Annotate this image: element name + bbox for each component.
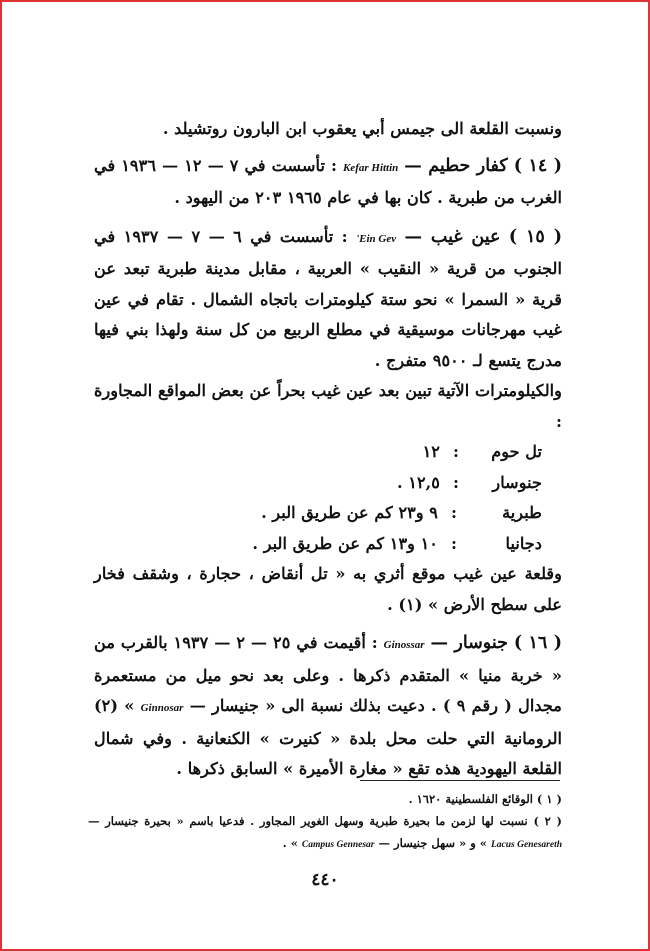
entry-15 bbox=[94, 222, 562, 377]
entry-16-text-b: » (٢) الرومانية التي حلت محل بلدة « كنيرت » الكنعانية . وفي شمال القلعة اليهودية هذه تقع « مغارة الأميرة » السابق ذكرها . bbox=[94, 696, 562, 778]
distances-intro bbox=[94, 376, 562, 437]
footnote-2 bbox=[88, 810, 562, 856]
footnote-2-text-b: » و « سهل جنيسار — bbox=[378, 836, 487, 850]
distance-sep: : bbox=[453, 442, 459, 461]
entry-16-text-a: : أقيمت في ٢٥ — ٢ — ١٩٣٧ بالقرب من « خربة منيا » المتقدم ذكرها . وعلى بعد نحو ميل من مستعمرة مجدال ( رقم ٩ ) . دعيت بذلك نسبة الى « جنيسار — bbox=[94, 633, 562, 715]
distance-place: تل حوم bbox=[491, 442, 542, 461]
distance-value: ١٠ و١٣ كم عن طريق البر . bbox=[252, 533, 438, 553]
footnote-1 bbox=[88, 788, 562, 810]
entry-14-latin: Kefar Hittin bbox=[342, 161, 399, 174]
entry-14-title: كفار حطيم — bbox=[404, 155, 508, 176]
entry-16 bbox=[94, 628, 562, 785]
entry-14-text: : تأسست في ٧ — ١٢ — ١٩٣٦ في الغرب من طبرية . كان بها في عام ١٩٦٥ ٢٠٣ من اليهود . bbox=[94, 155, 562, 207]
distances-list bbox=[94, 437, 562, 559]
distance-row bbox=[94, 437, 562, 468]
distance-place: طبرية bbox=[502, 503, 542, 522]
entry-14 bbox=[94, 151, 562, 214]
entry-15-latin: 'Ein Gev bbox=[356, 232, 397, 245]
distance-value: ١٢,٥ . bbox=[396, 472, 440, 492]
footnote-2-latin-1: Lacus Genesareth bbox=[491, 840, 562, 850]
distance-place: دجانيا bbox=[505, 533, 542, 553]
distances-intro-text: والكيلومترات الآتية تبين بعد عين غيب بحراً عن بعض المواقع المجاورة : bbox=[94, 381, 562, 431]
footnotes bbox=[88, 788, 562, 856]
intro-paragraph bbox=[94, 114, 562, 145]
footnote-2-text-c: » . bbox=[282, 836, 298, 850]
entry-14-number: ( ١٤ ) bbox=[513, 155, 563, 176]
entry-15-number: ( ١٥ ) bbox=[508, 226, 562, 247]
main-text bbox=[94, 114, 562, 785]
page-number: ٤٤٠ bbox=[311, 870, 339, 890]
distance-sep: : bbox=[451, 533, 457, 553]
entry-15-text: : تأسست في ٦ — ٧ — ١٩٣٧ في الجنوب من قرية « النقيب » العربية ، مقابل مدينة طبرية تبعد عن قرية « السمرا » نحو ستة كيلومترات باتجاه الشمال . تقام في عين غيب مهرجانات موسيقية في مطلع الربيع من كل سنة ولهذا بني فيها مدرج يتسع لـ ٩٥٠٠ متفرج . bbox=[94, 226, 562, 370]
distance-row bbox=[94, 498, 562, 529]
distance-row bbox=[94, 529, 562, 560]
footnote-2-latin-2: Campus Gennesar bbox=[301, 840, 375, 850]
intro-text: ونسبت القلعة الى جيمس أبي يعقوب ابن البارون روتشيلد . bbox=[162, 119, 562, 138]
distance-value: ٩ و٢٣ كم عن طريق البر . bbox=[261, 503, 438, 522]
distance-row bbox=[94, 468, 562, 499]
castle-paragraph bbox=[94, 559, 562, 620]
castle-text: وقلعة عين غيب موقع أثري به « تل أنقاض ، حجارة ، وشقف فخار على سطح الأرض » (١) . bbox=[94, 564, 562, 614]
footnote-1-text: ( ١ ) الوقائع الفلسطينية ١٦٢٠ . bbox=[408, 792, 562, 806]
entry-16-latin2: Ginnosar bbox=[140, 702, 184, 714]
entry-16-number: ( ١٦ ) bbox=[513, 633, 562, 653]
entry-15-title: عين غيب — bbox=[404, 226, 501, 247]
distance-sep: : bbox=[451, 503, 457, 522]
footnote-divider bbox=[360, 780, 560, 781]
entry-16-latin: Ginossar bbox=[383, 639, 425, 651]
distance-sep: : bbox=[453, 472, 459, 492]
entry-16-title: جنوسار — bbox=[430, 633, 508, 653]
footnote-2-text-a: ( ٢ ) نسبت لها لزمن ما بحيرة طبرية وسهل الغوير المجاور . فدعيا باسم « بحيرة جنيسار — bbox=[88, 814, 562, 828]
distance-place: جنوسار bbox=[492, 472, 542, 492]
distance-value: ١٢ bbox=[422, 442, 440, 461]
